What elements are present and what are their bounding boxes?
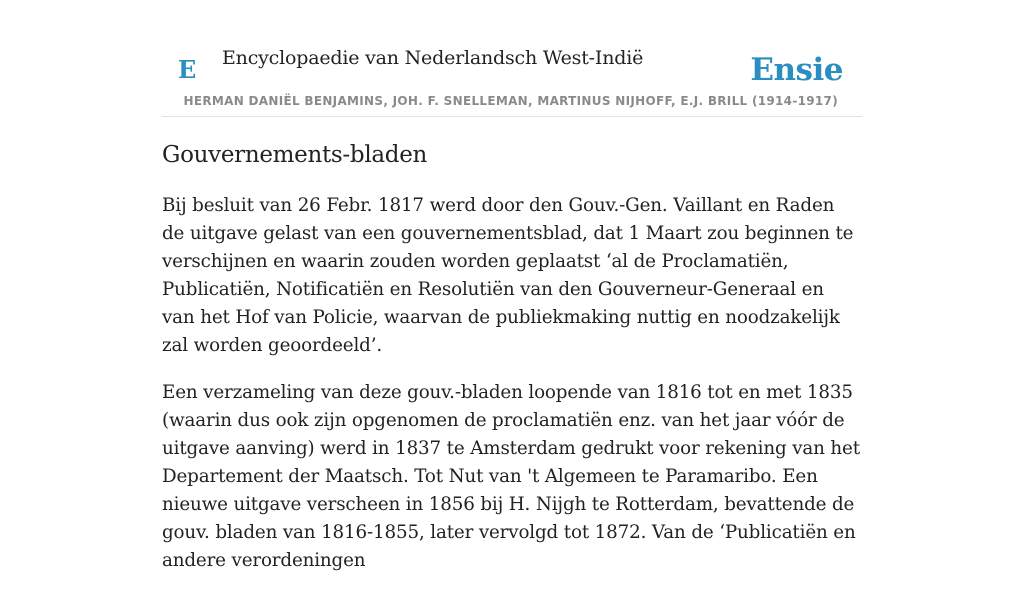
page [162, 0, 862, 571]
paragraph: Bij besluit van 26 Febr. 1817 werd door den Gouv.-Gen. Vaillant en Raden de uitgave gelast van een gouvernementsblad, dat 1 Maart zou beginnen te verschijnen en waarin zouden worden geplaatst ‘al de Proclamatiën, Publicatiën, Notificatiën en Resolutiën van den Gouverneur-Generaal en van het Hof van Policie, waarvan de publiekmaking nuttig en noodzakelijk zal worden geoordeeld’. [162, 195, 854, 356]
work-title[interactable]: Encyclopaedie van Nederlandsch West-Indië [222, 47, 644, 69]
authors-line: HERMAN DANIËL BENJAMINS, JOH. F. SNELLEMAN, MARTINUS NIJHOFF, E.J. BRILL (1914-1917) [183, 94, 838, 108]
brand-logo[interactable]: Ensie [750, 52, 843, 88]
site-header [162, 0, 862, 117]
article-title: Gouvernements-bladen [162, 142, 428, 168]
logo-icon[interactable]: E [178, 55, 197, 84]
article-body [162, 192, 862, 594]
paragraph: Een verzameling van deze gouv.-bladen loopende van 1816 tot en met 1835 (waarin dus ook zijn opgenomen de proclamatiën enz. van het jaar vóór de uitgave aanving) werd in 1837 te Amsterdam gedrukt voor rekening van het Departement der Maatsch. Tot Nut van 't Algemeen te Paramaribo. Een nieuwe uitgave verscheen in 1856 bij H. Nijgh te Rotterdam, bevattende de gouv. bladen van 1816-1855, later vervolgd tot 1872. Van de ‘Publicatiën en andere verordeningen [162, 382, 860, 571]
